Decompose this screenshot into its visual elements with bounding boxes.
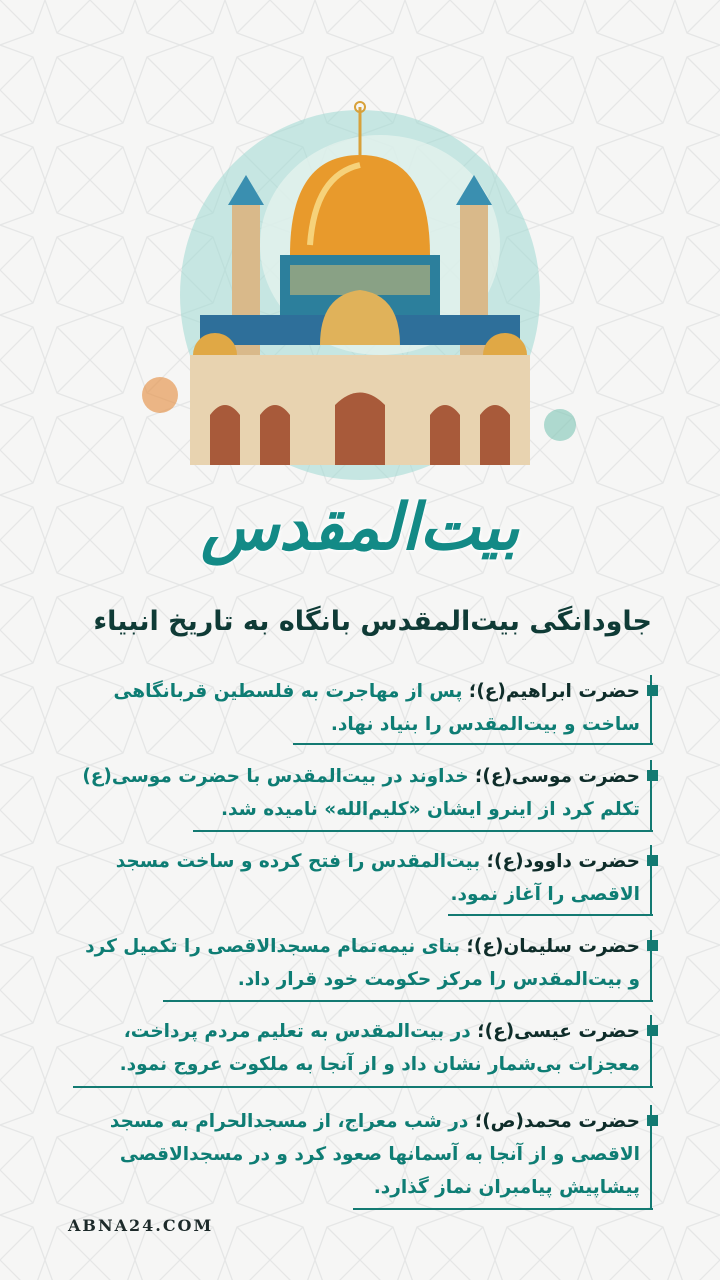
divider: [353, 1208, 653, 1211]
bullet-square-icon: [647, 855, 658, 866]
bullet-square-icon: [647, 1115, 658, 1126]
item-text: بنای نیمه‌تمام مسجدالاقصی را تکمیل کرد و بیت‌المقدس را مرکز حکومت خود قرار داد.: [85, 936, 640, 990]
list-item-isa: [78, 1015, 652, 1088]
bullet-square-icon: [647, 940, 658, 951]
item-text: در بیت‌المقدس به تعلیم مردم پرداخت، معجزات بی‌شمار نشان داد و از آنجا به ملکوت عروج نمود.: [119, 1021, 640, 1075]
bullet-square-icon: [647, 685, 658, 696]
prophet-name: حضرت سلیمان(ع)؛: [466, 936, 640, 957]
divider: [163, 1000, 653, 1003]
bullet-square-icon: [647, 1025, 658, 1036]
list-item-davud: [78, 845, 652, 916]
page-title: جاودانگی بیت‌المقدس بانگاه به تاریخ انبیاء: [93, 606, 652, 637]
item-text: در شب معراج، از مسجدالحرام به مسجد الاقصی و از آنجا به آسمانها صعود کرد و در مسجدالاقصی پیشاپیش پیامبران نماز گذارد.: [109, 1111, 640, 1198]
bullet-square-icon: [647, 770, 658, 781]
prophet-name: حضرت ابراهیم(ع)؛: [468, 681, 640, 702]
divider: [193, 830, 653, 833]
bayt-al-maqdis-calligraphy-logo: بیت‌المقدس: [200, 490, 520, 565]
item-text: بیت‌المقدس را فتح کرده و ساخت مسجد الاقصی را آغاز نمود.: [115, 851, 640, 905]
list-item-muhammad: [78, 1105, 652, 1210]
list-item-musa: [78, 760, 652, 832]
list-item-suleiman: [78, 930, 652, 1002]
divider: [448, 914, 653, 917]
prophet-name: حضرت عیسی(ع)؛: [477, 1021, 640, 1042]
list-item-ibrahim: [78, 675, 652, 745]
item-text: خداوند در بیت‌المقدس با حضرت موسی(ع) تکلم کرد از اینرو ایشان «کلیم‌الله» نامیده شد.: [82, 766, 640, 820]
prophet-name: حضرت موسی(ع)؛: [474, 766, 640, 787]
divider: [293, 743, 653, 746]
website-url: ABNA24.COM: [68, 1216, 214, 1235]
prophet-name: حضرت داوود(ع)؛: [486, 851, 640, 872]
item-text: پس از مهاجرت به فلسطین قربانگاهی ساخت و بیت‌المقدس را بنیاد نهاد.: [113, 681, 640, 735]
divider: [73, 1086, 653, 1089]
al-aqsa-illustration: [140, 95, 580, 565]
prophet-name: حضرت محمد(ص)؛: [474, 1111, 640, 1132]
